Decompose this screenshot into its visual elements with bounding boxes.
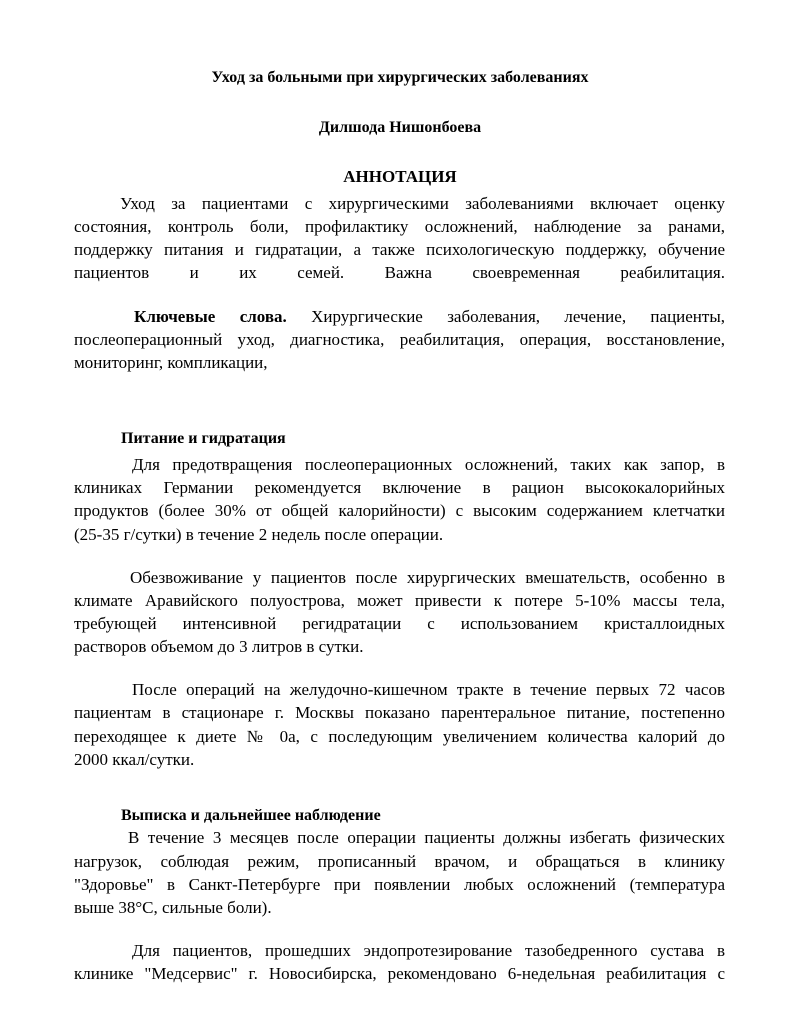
section-heading-nutrition: Питание и гидратация bbox=[121, 430, 286, 447]
paragraph-line: требующей интенсивной регидратации с использованием кристаллоидных bbox=[74, 614, 725, 633]
paragraph-line: клинике "Медсервис" г. Новосибирска, рекомендовано 6-недельная реабилитация с bbox=[74, 964, 725, 983]
annotation-line: состояния, контроль боли, профилактику осложнений, наблюдение за ранами, bbox=[74, 217, 725, 236]
keywords-line: мониторинг, компликации, bbox=[74, 353, 268, 372]
paragraph-line: нагрузок, соблюдая режим, прописанный врачом, и обращаться в клинику bbox=[74, 852, 725, 871]
annotation-line: Уход за пациентами с хирургическими заболеваниями включает оценку bbox=[120, 194, 725, 213]
paragraph-line: Обезвоживание у пациентов после хирургических вмешательств, особенно в bbox=[130, 568, 725, 587]
annotation-line: пациентов и их семей. Важна своевременная реабилитация. bbox=[74, 263, 725, 282]
paragraph-line: растворов объемом до 3 литров в сутки. bbox=[74, 637, 364, 656]
paragraph-line: В течение 3 месяцев после операции пациенты должны избегать физических bbox=[128, 828, 725, 847]
annotation-heading: АННОТАЦИЯ bbox=[343, 167, 457, 186]
paragraph-line: пациентам в стационаре г. Москвы показано парентеральное питание, постепенно bbox=[74, 703, 725, 722]
paragraph-line: "Здоровье" в Санкт-Петербурге при появлении любых осложнений (температура bbox=[74, 875, 725, 894]
keywords-line bbox=[134, 306, 725, 328]
paragraph-line: 2000 ккал/сутки. bbox=[74, 750, 195, 769]
annotation-line: поддержку питания и гидратации, а также психологическую поддержку, обучение bbox=[74, 240, 725, 259]
keywords-label: Ключевые слова. bbox=[134, 307, 287, 326]
paragraph-line: продуктов (более 30% от общей калорийности) с высоким содержанием клетчатки bbox=[74, 501, 725, 520]
paragraph-line: клиниках Германии рекомендуется включение в рацион высококалорийных bbox=[74, 478, 725, 497]
document-title: Уход за больными при хирургических заболеваниях bbox=[211, 69, 589, 86]
paragraph-line: (25-35 г/сутки) в течение 2 недель после операции. bbox=[74, 525, 444, 544]
keywords-line: послеоперационный уход, диагностика, реабилитация, операция, восстановление, bbox=[74, 330, 725, 349]
paragraph-line: выше 38°C, сильные боли). bbox=[74, 898, 272, 917]
paragraph-line: После операций на желудочно-кишечном тракте в течение первых 72 часов bbox=[132, 680, 725, 699]
paragraph-line: климате Аравийского полуострова, может привести к потере 5-10% массы тела, bbox=[74, 591, 725, 610]
author-name: Дилшода Нишонбоева bbox=[318, 119, 482, 136]
section-heading-discharge: Выписка и дальнейшее наблюдение bbox=[121, 807, 381, 824]
paragraph-line: переходящее к диете № 0а, с последующим увеличением количества калорий до bbox=[74, 727, 725, 746]
keywords-text: Хирургические заболевания, лечение, пациенты, bbox=[311, 307, 726, 326]
paragraph-line: Для предотвращения послеоперационных осложнений, таких как запор, в bbox=[132, 455, 725, 474]
paragraph-line: Для пациентов, прошедших эндопротезирование тазобедренного сустава в bbox=[132, 941, 725, 960]
